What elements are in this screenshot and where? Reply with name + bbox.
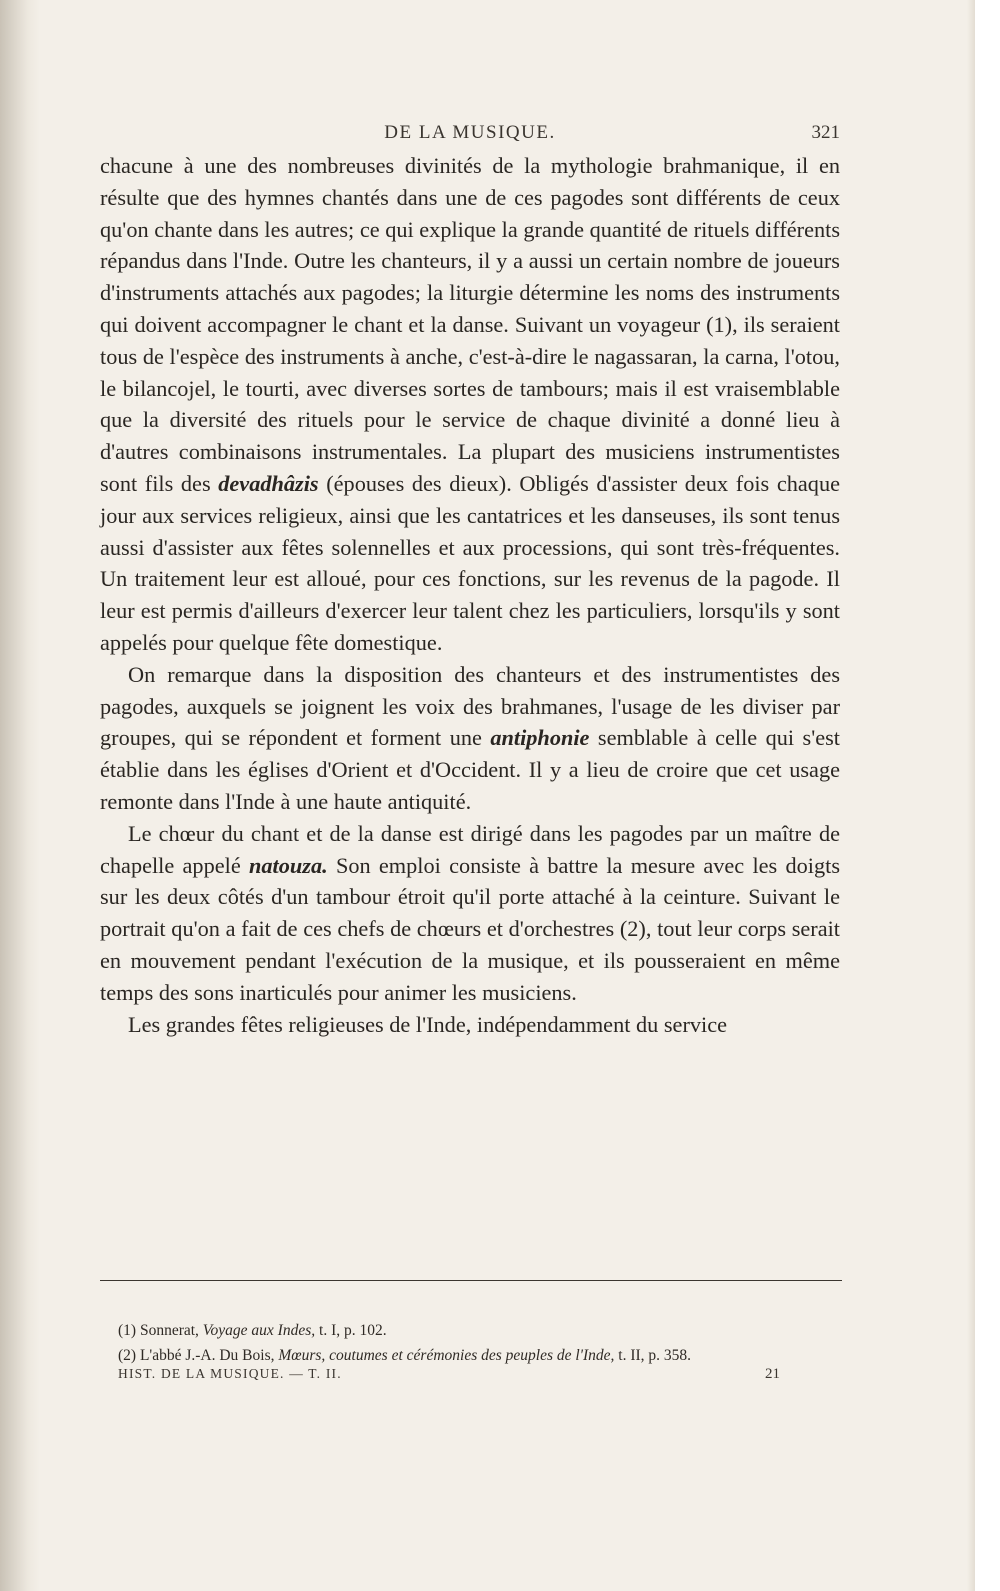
paragraph-text: Les grandes fêtes religieuses de l'Inde, indépendamment du service xyxy=(128,1011,728,1037)
footnote-1 xyxy=(118,1318,840,1343)
paragraph-1 xyxy=(100,150,840,659)
page-gutter-shadow xyxy=(0,0,40,1591)
footnote-text: (1) Sonnerat, xyxy=(118,1322,203,1339)
paragraph-text: chacune à une des nombreuses divinités de la mythologie brahmanique, il en résulte que des hymnes chantés dans une de ces pagodes sont différents de ceux qu'on chante dans les autres; ce qui explique la grande quantité de rituels différents répandus dans l'Inde. Outre les chanteurs, il y a aussi un certain nombre de joueurs d'instruments attachés aux pagodes; la liturgie détermine les noms des instruments qui doivent accompagner le chant et la danse. Suivant un voyageur (1), ils seraient tous de l'espèce des instruments à anche, c'est-à-dire le nagassaran, la carna, l'otou, le bilancojel, le tourti, avec diverses sortes de tambours; mais il est vraisemblable que la diversité des rituels pour le service de chaque divinité a donné lieu à d'autres combinaisons instrumentales. La plupart des musiciens instrumentistes sont fils des xyxy=(100,153,840,496)
footnote-title: Mœurs, coutumes et cérémonies des peuples de l'Inde, xyxy=(278,1347,615,1364)
running-head: DE LA MUSIQUE. xyxy=(384,122,556,143)
page-number: 321 xyxy=(811,122,840,143)
italic-term: antiphonie xyxy=(490,725,590,751)
paragraph-text: semblable à celle qui s'est établie dans les églises d'Orient et d'Occident. Il y a lieu de croire que cet usage remonte dans l'Inde à une haute antiquité. xyxy=(100,725,840,814)
paragraph-3 xyxy=(100,818,840,1009)
footnote-2 xyxy=(118,1343,840,1368)
page-header xyxy=(100,122,840,152)
body-text xyxy=(100,150,840,1040)
italic-term: devadhâzis xyxy=(218,470,319,496)
paragraph-2 xyxy=(100,659,840,818)
paragraph-text: On remarque dans la disposition des chanteurs et des instrumentistes des pagodes, auxquels se joignent les voix des brahmanes, l'usage de les diviser par groupes, qui se répondent et forment une xyxy=(100,661,840,751)
footnote-title: Voyage aux Indes, xyxy=(202,1322,316,1339)
paragraph-text: Le chœur du chant et de la danse est dirigé dans les pagodes par un maître de chapelle appelé xyxy=(100,820,840,878)
paragraph-text: Son emploi consiste à battre la mesure avec les doigts sur les deux côtés d'un tambour étroit qu'il porte attaché à la ceinture. Suivant le portrait qu'on a fait de ces chefs de chœurs et d'orchestres (2), tout leur corps serait en mouvement pendant l'exécution de la musique, et ils pousseraient en même temps des sons inarticulés pour animer les musiciens. xyxy=(100,852,840,1005)
page-edge-shadow xyxy=(967,0,975,1591)
paragraph-text: (épouses des dieux). Obligés d'assister deux fois chaque jour aux services religieux, ainsi que les cantatrices et les danseuses, ils sont tenus aussi d'assister aux fêtes solennelles et aux processions, qui sont très-fréquentes. Un traitement leur est alloué, pour ces fonctions, sur les revenus de la pagode. Il leur est permis d'ailleurs d'exercer leur talent chez les particuliers, lorsqu'ils y sont appelés pour quelque fête domestique. xyxy=(100,470,840,655)
paragraph-4 xyxy=(100,1009,840,1041)
italic-term: natouza. xyxy=(248,852,328,878)
page-footer xyxy=(118,1366,780,1390)
signature-mark: 21 xyxy=(765,1366,780,1382)
footnote-text: t. II, p. 358. xyxy=(614,1347,692,1364)
footnote-text: (2) L'abbé J.-A. Du Bois, xyxy=(118,1347,279,1364)
footnote-text: t. I, p. 102. xyxy=(315,1322,387,1339)
footnote-rule xyxy=(100,1280,842,1281)
footer-title: HIST. DE LA MUSIQUE. — T. II. xyxy=(118,1366,342,1381)
footnotes xyxy=(118,1318,840,1368)
